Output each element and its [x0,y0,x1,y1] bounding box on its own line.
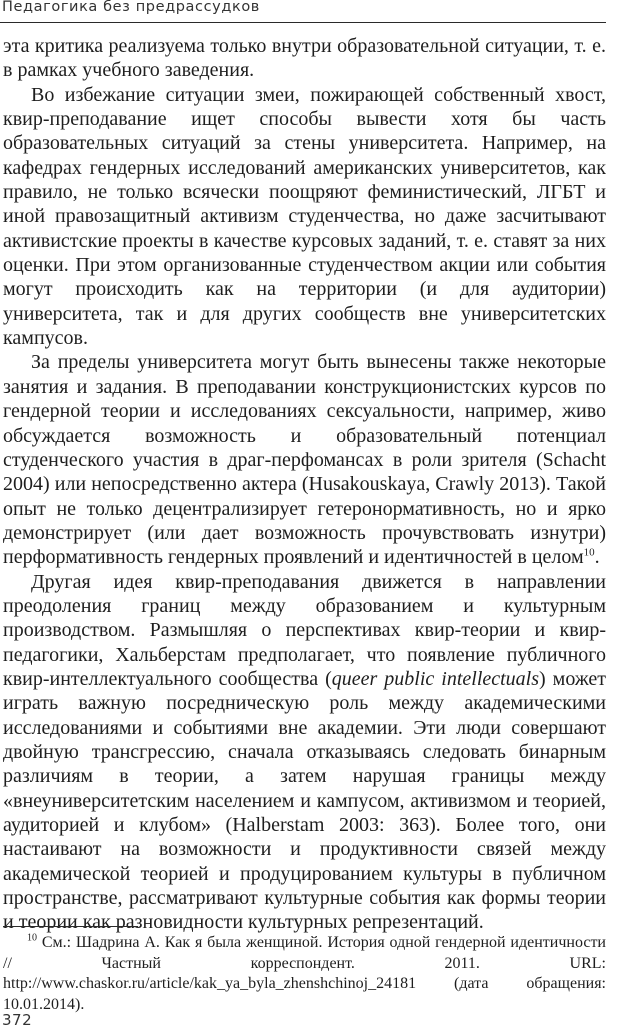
paragraph-2 [3,83,606,351]
paragraph-3-text: За пределы университета могут быть вынесены также некоторые занятия и задания. В преподавании конструкционистских курсов по гендерной теории и исследованиях сексуальности, например, живо обсуждается возможность и образовательный потенциал студенческого участия в драг-перфомансах в роли зрителя (Schacht 2004) или непосредственно актера (Husakouskaya, Crawly 2013). Такой опыт не только децентрализирует гетеронормативность, но и ярко демонстрирует (или дает возможность прочувствовать изнутри) перформативность гендерных проявлений и идентичностей в целом [3,351,606,569]
running-header-title: Педагогика без предрассудков [2,0,260,15]
body-text [3,34,606,935]
paragraph-4-text-start: Другая идея квир-преподавания движется в направлении преодоления границ между образованием и культурным производством. Размышляя о перспективах квир-теории и квир-педагогики, Хальберстам предполагает, что появление публичного квир-интеллектуального сообщества ( [3,570,606,690]
paragraph-4-italic-term: queer public intellectuals [331,667,540,690]
footnote-ref-10[interactable]: 10 [583,546,595,559]
paragraph-4-text-end: ) может играть важную посредническую роль между академическими исследованиями и событиями вне академии. Эти люди совершают двойную трансгрессию, сначала отказываясь следовать бинарным различиям в теории, а затем нарушая границы между «внеуниверситетским населением и кампусом, активизмом и теорией, аудиторией и клубом» (Halberstam 2003: 363). Более того, они настаивают на возможности и продуктивности связей между академической теорией и продуцированием культуры в публичном пространстве, рассматривают культурные события как формы теории и теории как разновидности культурных репрезентаций. [3,667,607,934]
footnote-text: См.: Шадрина А. Как я была женщиной. История одной гендерной идентичности // Частный корреспондент. 2011. URL: http://www.chaskor.ru/article/kak_ya_byla_zhenshchinoj_24181 (дата обращения: 10.01.2014). [3,934,606,1013]
running-header [0,0,606,23]
paragraph-3 [3,350,606,569]
paragraph-1-text: эта критика реализуема только внутри образовательной ситуации, т. е. в рамках учебного заведения. [3,35,606,82]
paragraph-4 [3,570,606,935]
paragraph-3-end: . [594,546,600,569]
paragraph-1 [3,34,606,83]
page-number: 372 [2,1011,33,1029]
paragraph-2-text: Во избежание ситуации змеи, пожирающей собственный хвост, квир-преподавание ищет способы вывести хотя бы часть образовательных ситуаций за стены университета. Например, на кафедрах гендерных исследований американских университетов, как правило, не только всячески поощряют феминистический, ЛГБТ и иной правозащитный активизм студенчества, но даже засчитывают активистские проекты в качестве курсовых заданий, т. е. ставят за них оценки. При этом организованные студенчеством акции или события могут происходить как на территории (и для аудитории) университета, так и для других сообществ вне университетских кампусов. [3,83,606,350]
footnote-10 [3,933,606,1015]
footnote-divider [3,926,138,927]
footnote-number: 10 [27,932,37,944]
